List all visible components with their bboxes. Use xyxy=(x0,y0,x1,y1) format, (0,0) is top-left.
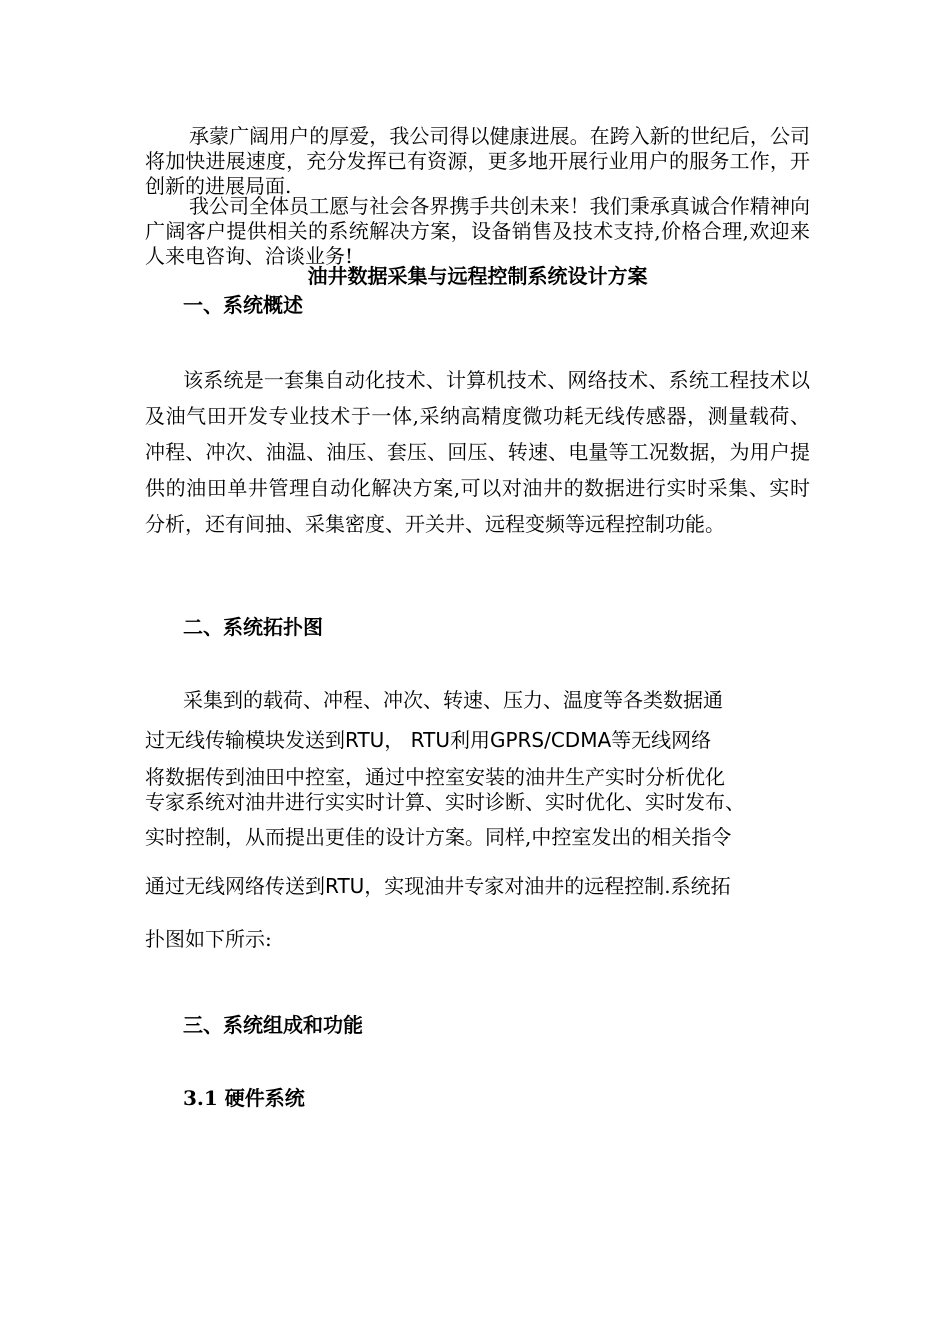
topology-line-7: 扑图如下所示: xyxy=(145,927,272,951)
topology-line-6 xyxy=(145,874,810,899)
topology-gprs: GPRS/CDMA xyxy=(489,728,612,752)
topology-rtu-1: RTU， xyxy=(345,728,405,752)
topology-line-2f: 等无线网络 xyxy=(611,728,712,752)
topology-line-5: 实时控制，从而提出更佳的设计方案。同样,中控室发出的相关指令 xyxy=(145,825,732,849)
intro-paragraph-2: 我公司全体员工愿与社会各界携手共创未来！我们秉承真诚合作精神向广阔客户提供相关的系统解决方案，设备销售及技术支持,价格合理,欢迎来人来电咨询、洽谈业务! xyxy=(145,194,810,268)
topology-rtu-3: RTU， xyxy=(325,874,385,898)
topology-line-4: 专家系统对油井进行实实时计算、实时诊断、实时优化、实时发布、 xyxy=(145,790,745,814)
document-title: 油井数据采集与远程控制系统设计方案 xyxy=(307,264,648,288)
topology-line-1: 采集到的载荷、冲程、冲次、转速、压力、温度等各类数据通 xyxy=(183,688,723,712)
topology-line-2 xyxy=(145,728,810,753)
overview-paragraph: 该系统是一套集自动化技术、计算机技术、网络技术、系统工程技术以及油气田开发专业技术于一体,采纳高精度微功耗无线传感器，测量载荷、冲程、冲次、油温、油压、套压、回压、转速、电量等工况数据，为用户提供的油田单井管理自动化解决方案,可以对油井的数据进行实时采集、实时分析，还有间抽、采集密度、开关井、远程变频等远程控制功能。 xyxy=(145,368,810,536)
topology-line-6c: 实现油井专家对油井的远程控制.系统拓 xyxy=(384,874,731,898)
topology-line-6a: 通过无线网络传送到 xyxy=(145,874,325,898)
section-heading-components: 三、系统组成和功能 xyxy=(183,1013,363,1037)
subsection-heading-hardware: 3.1 硬件系统 xyxy=(183,1086,305,1110)
intro-paragraph-1: 承蒙广阔用户的厚爱，我公司得以健康进展。在跨入新的世纪后，公司将加快进展速度，充分发挥已有资源，更多地开展行业用户的服务工作，开创新的进展局面. xyxy=(145,124,810,198)
topology-rtu-2: RTU xyxy=(404,728,450,752)
section-heading-topology: 二、系统拓扑图 xyxy=(183,615,323,639)
topology-line-2a: 过无线传输模块发送到 xyxy=(145,728,345,752)
topology-line-3: 将数据传到油田中控室，通过中控室安装的油井生产实时分析优化 xyxy=(145,765,725,789)
section-heading-overview: 一、系统概述 xyxy=(183,293,303,317)
topology-line-2d: 利用 xyxy=(449,728,490,752)
